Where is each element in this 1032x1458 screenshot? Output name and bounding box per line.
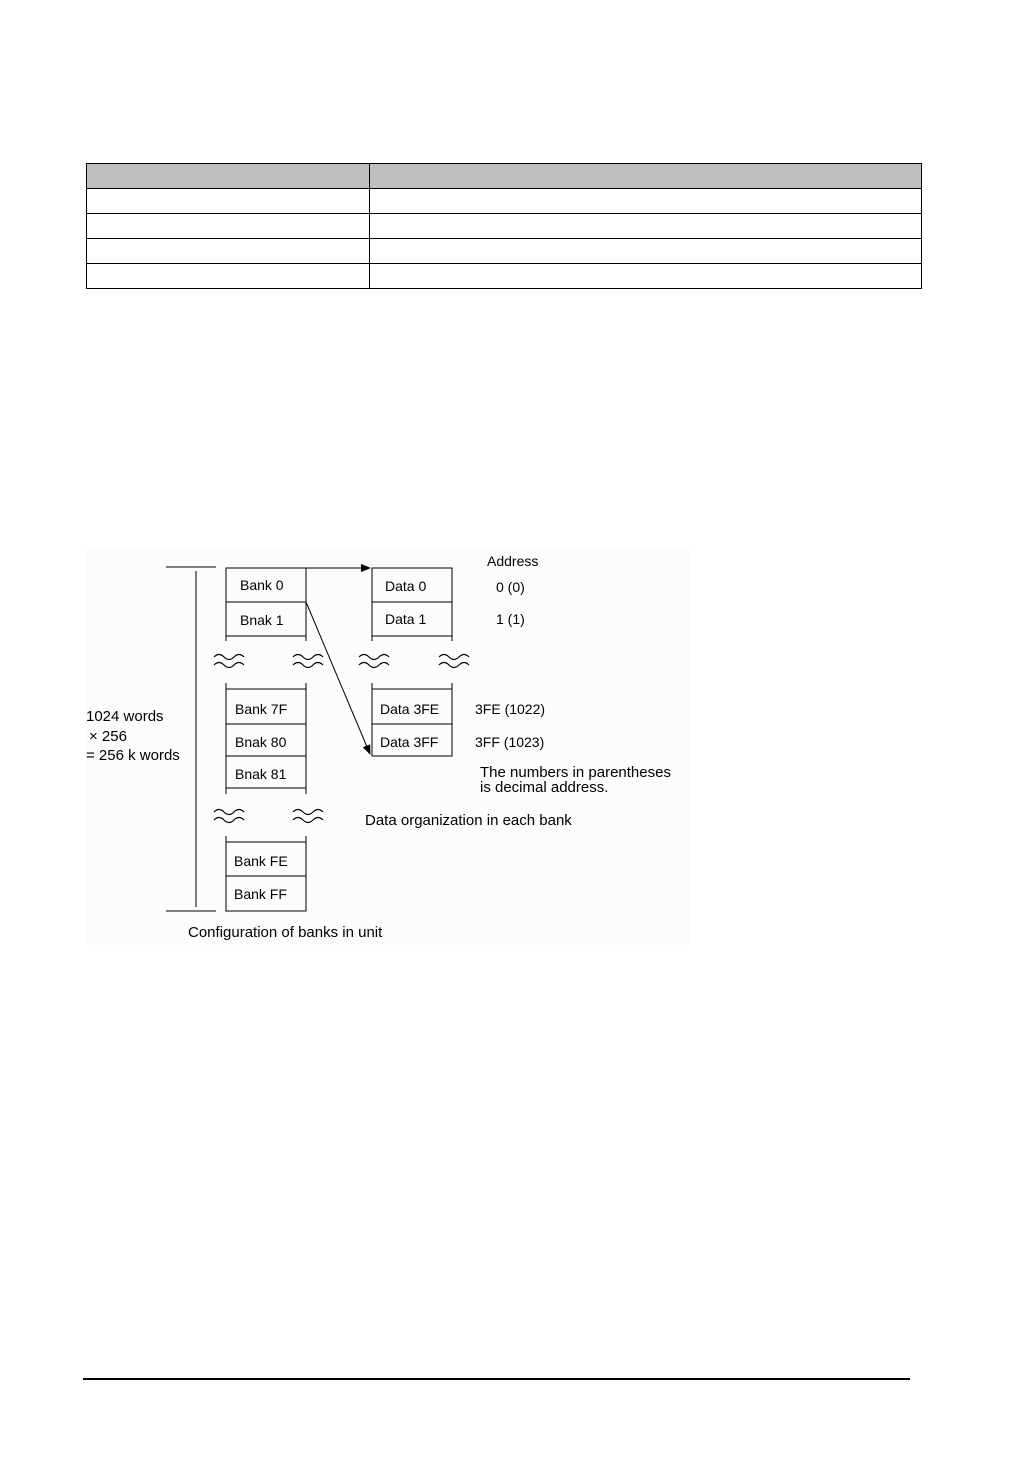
address-value: 0 (0) [496, 579, 525, 595]
data-label: Data 3FE [380, 701, 440, 717]
table-cell [87, 239, 370, 264]
table-header-row [87, 164, 922, 189]
bank-label: Bank FE [234, 853, 288, 869]
table-cell [370, 214, 922, 239]
data-caption: Data organization in each bank [365, 812, 572, 829]
note-text: is decimal address. [480, 779, 609, 796]
table-cell [87, 214, 370, 239]
bank-diagram [86, 549, 690, 945]
table-row [87, 189, 922, 214]
bank-label: Bank 7F [235, 701, 288, 717]
table-row [87, 214, 922, 239]
table-cell [87, 189, 370, 214]
address-header: Address [487, 553, 539, 569]
address-value: 3FE (1022) [475, 701, 546, 717]
table-header-cell [370, 164, 922, 189]
bank-label: Bnak 80 [235, 734, 287, 750]
bank-caption: Configuration of banks in unit [188, 924, 383, 941]
data-label: Data 1 [385, 611, 427, 627]
table-cell [370, 189, 922, 214]
address-value: 1 (1) [496, 611, 525, 627]
table-cell [370, 264, 922, 289]
mapping-arrow-diagonal [306, 602, 370, 754]
data-label: Data 0 [385, 578, 427, 594]
note-text: The numbers in parentheses [480, 764, 671, 781]
table-cell [370, 239, 922, 264]
bank-label: Bank FF [234, 886, 287, 902]
size-label: × 256 [89, 728, 127, 745]
table-row [87, 264, 922, 289]
footer-rule [83, 1378, 910, 1380]
size-label: = 256 k words [86, 747, 180, 764]
table-cell [87, 264, 370, 289]
spec-table [86, 163, 922, 289]
size-label: 1024 words [86, 708, 164, 725]
data-label: Data 3FF [380, 734, 439, 750]
table-row [87, 239, 922, 264]
bank-label: Bnak 1 [240, 612, 284, 628]
bank-configuration-figure [86, 549, 690, 945]
table-header-cell [87, 164, 370, 189]
address-value: 3FF (1023) [475, 734, 545, 750]
bank-label: Bank 0 [240, 577, 284, 593]
bank-label: Bnak 81 [235, 766, 287, 782]
